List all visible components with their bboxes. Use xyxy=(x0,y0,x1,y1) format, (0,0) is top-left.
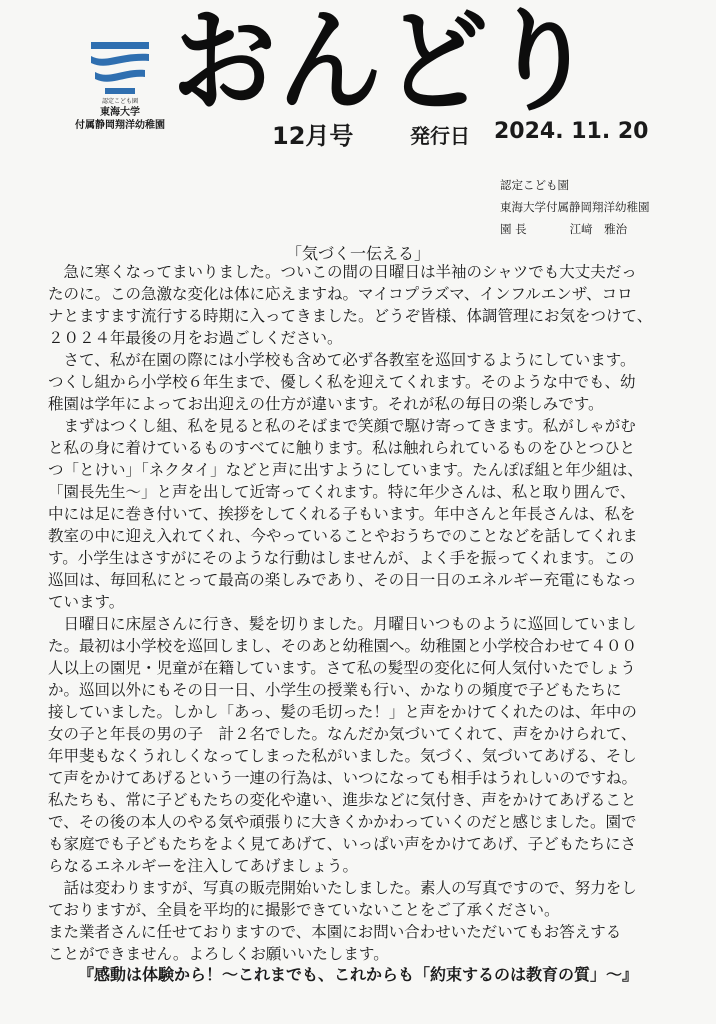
article-line: さて、私が在園の際には小学校も含めて必ず各教室を巡回するようにしています。 xyxy=(48,351,636,369)
article-line: つくし組から小学校６年生まで、優しく私を迎えてくれます。そのような中でも、幼 xyxy=(48,373,636,391)
article-line: て声をかけてあげるという一連の行為は、いつになっても相手はうれしいのですね。 xyxy=(48,769,638,787)
article-line: 私たちも、常に子どもたちの変化や違い、進歩などに気付き、声をかけてあげること xyxy=(48,791,637,809)
principal-name: 江﨑 雅治 xyxy=(569,222,628,236)
school-type: 認定こども園 xyxy=(500,178,569,192)
article-line: また業者さんに任せておりますので、本園にお問い合わせいただいてもお答えする xyxy=(48,923,622,941)
article-line: 女の子と年長の男の子 計２名でした。なんだか気づいてくれて、声をかけられて、 xyxy=(48,725,637,743)
article-body xyxy=(48,261,698,965)
article-heading: 「気づく一伝える」 xyxy=(285,244,430,263)
article-line: 接していました。しかし「あっ、髪の毛切った！」と声をかけてくれたのは、年中の xyxy=(48,703,637,721)
article-line: た。最初は小学校を巡回しまし、そのあと幼稚園へ。幼稚園と小学校合わせて４００ xyxy=(48,637,638,655)
published-label: 発行日 xyxy=(410,124,470,148)
article-line: す。小学生はさすがにそのような行動はしませんが、よく手を振ってくれます。この xyxy=(48,549,635,567)
article-line: 急に寒くなってまいりました。ついこの間の日曜日は半袖のシャツでも大丈夫だっ xyxy=(48,263,637,281)
school-logo xyxy=(60,40,180,132)
article-line: 稚園は学年によってお出迎えの仕方が違います。それが私の毎日の楽しみです。 xyxy=(48,395,604,413)
article-line: ナとますます流行する時期に入ってきました。どうぞ皆様、体調管理にお気をつけて、 xyxy=(48,307,653,325)
footer-motto: 『感動は体験から！～これまでも、これからも「約束するのは教育の質」～』 xyxy=(77,965,638,984)
article-line: らなるエネルギーを注入してあげましょう。 xyxy=(48,857,359,875)
issue-label: 12月号 xyxy=(272,122,354,150)
article-line: 「園長先生～」と声を出して近寄ってくれます。特に年少さんは、私と取り囲んで、 xyxy=(48,483,636,501)
article-line: か。巡回以外にもその日一日、小学生の授業も行い、かなりの頻度で子どもたちに xyxy=(48,681,622,699)
article-line: で、その後の本人のやる気や頑張りに大きくかかわっていくのだと感じました。園で xyxy=(48,813,637,831)
article-line: ています。 xyxy=(48,593,125,611)
logo-text-kindergarten: 付属静岡翔洋幼稚園 xyxy=(75,120,165,131)
principal-title: 園 長 xyxy=(500,222,527,236)
article-line: たのに。この急激な変化は体に応えますね。マイコプラズマ、インフルエンザ、コロ xyxy=(48,285,633,303)
principal-line xyxy=(500,218,650,240)
article-line: 年甲斐もなくうれしくなってしまった私がいました。気づく、気づいてあげる、そし xyxy=(48,747,637,765)
article-line: まずはつくし組、私を見ると私のそばまで笑顔で駆け寄ってきます。私がしゃがむ xyxy=(48,417,636,435)
article-line: も家庭でも子どもたちをよく見てあげて、いっぱい声をかけてあげ、子どもたちにさ xyxy=(48,835,637,853)
school-emblem-icon xyxy=(85,40,155,98)
article-line: 中には足に巻き付いて、挨拶をしてくれる子もいます。年中さんと年長さんは、私を xyxy=(48,505,636,523)
article-line: 人以上の園児・児童が在籍しています。さて私の髪型の変化に何人気付いたでしょう xyxy=(48,659,636,677)
article-line: 教室の中に迎え入れてくれ、今やっていることやおうちでのことなどを話してくれま xyxy=(48,527,638,545)
article-line: ておりますが、全員を平均的に撮影できていないことをご了承ください。 xyxy=(48,901,560,919)
article-line: つ「とけい」「ネクタイ」などと声に出すようにしています。たんぽぽ組と年少組は、 xyxy=(48,461,643,479)
article-line: ことができません。よろしくお願いいたします。 xyxy=(48,945,389,963)
school-name: 東海大学付属静岡翔洋幼稚園 xyxy=(500,200,650,214)
article-line: ２０２４年最後の月をお過ごしください。 xyxy=(48,329,343,347)
article-line: 日曜日に床屋さんに行き、髪を切りました。月曜日いつものように巡回していまし xyxy=(48,615,637,633)
article-line: と私の身に着けているものすべてに触ります。私は触れられているものをひとつひと xyxy=(48,439,636,457)
school-info xyxy=(500,174,650,240)
article-line: 話は変わりますが、写真の販売開始いたしました。素人の写真ですので、努力をし xyxy=(48,879,637,897)
published-date: 2024. 11. 20 xyxy=(494,119,649,144)
article-line: 巡回は、毎回私にとって最高の楽しみであり、その日一日のエネルギー充電にもなっ xyxy=(48,571,637,589)
logo-text-university: 東海大学 xyxy=(100,107,140,118)
logo-text-type: 認定こども園 xyxy=(101,98,138,105)
newsletter-title: おんどり xyxy=(172,0,597,127)
